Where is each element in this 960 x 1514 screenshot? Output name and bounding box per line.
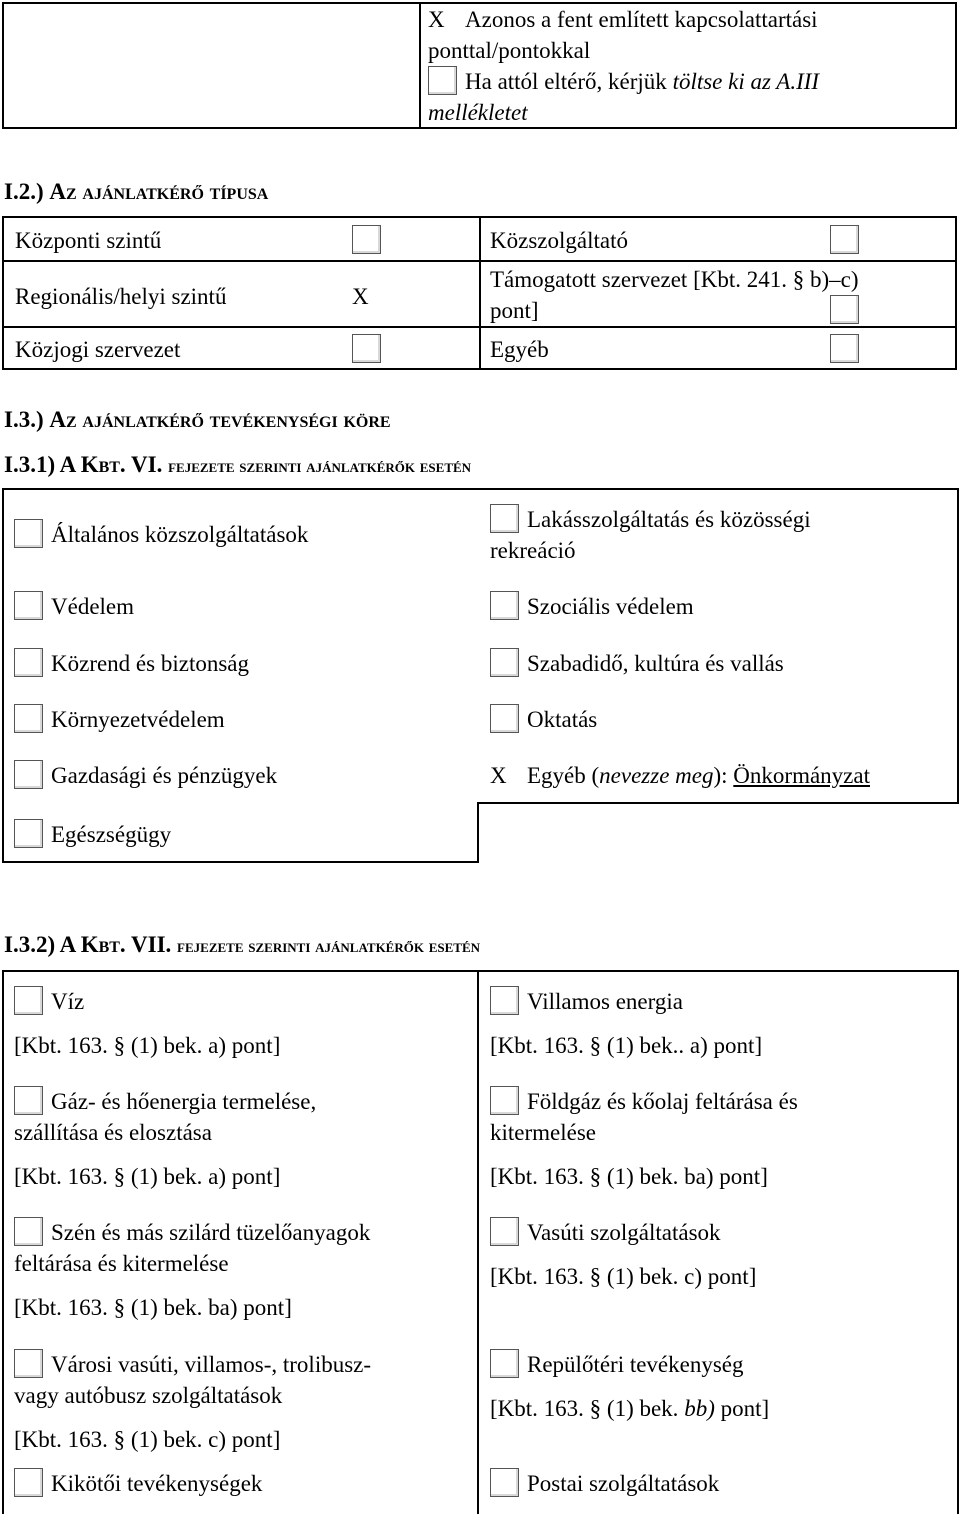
postal-checkbox[interactable] xyxy=(490,1468,519,1497)
section-i3-number: I.3.) xyxy=(4,407,44,432)
oil-gas-label: Földgáz és kőolaj feltárása és xyxy=(527,1089,798,1114)
economic-financial-checkbox[interactable] xyxy=(14,760,43,789)
defence-checkbox[interactable] xyxy=(14,591,43,620)
social-protection-checkbox[interactable] xyxy=(490,591,519,620)
section-i3-heading xyxy=(4,404,391,435)
water-label: Víz xyxy=(51,989,85,1014)
list-item xyxy=(14,648,249,679)
table-col-divider xyxy=(479,216,481,370)
other-activity-label: Egyéb ( xyxy=(527,763,600,788)
railway-label: Vasúti szolgáltatások xyxy=(527,1220,721,1245)
i31-box-left xyxy=(2,488,4,863)
housing-label-cont: rekreáció xyxy=(490,538,576,563)
list-item xyxy=(490,704,597,735)
supported-org-checkbox[interactable] xyxy=(830,295,859,324)
list-item xyxy=(14,1217,370,1248)
section-i32-title: fejezete szerinti ajánlatkérők esetén xyxy=(177,936,481,957)
list-item xyxy=(14,986,84,1017)
oil-gas-ref: [Kbt. 163. § (1) bek. ba) pont] xyxy=(490,1164,768,1189)
health-checkbox[interactable] xyxy=(14,819,43,848)
list-item xyxy=(14,1468,262,1499)
regional-level-label: Regionális/helyi szintű xyxy=(15,284,227,309)
health-label: Egészségügy xyxy=(51,822,172,847)
electricity-label: Villamos energia xyxy=(527,989,683,1014)
i32-box-left xyxy=(2,970,4,1514)
same-contact-mark[interactable]: X xyxy=(428,7,445,32)
section-i31-kbt: Kbt. xyxy=(80,452,126,477)
coal-label-cont: feltárása és kitermelése xyxy=(14,1251,229,1276)
list-item xyxy=(14,1086,316,1117)
public-order-checkbox[interactable] xyxy=(14,648,43,677)
other-activity-label-italic: nevezze meg xyxy=(599,763,714,788)
supported-org-label: Támogatott szervezet [Kbt. 241. § b)–c) xyxy=(490,267,859,292)
list-item xyxy=(490,1349,744,1380)
gas-heat-checkbox[interactable] xyxy=(14,1086,43,1115)
section-i3-title: Az ajánlatkérő tevékenységi köre xyxy=(49,407,391,432)
list-item xyxy=(490,504,811,535)
section-i2-title: Az ajánlatkérő típusa xyxy=(49,179,269,204)
utility-provider-checkbox[interactable] xyxy=(830,225,859,254)
public-order-label: Közrend és biztonság xyxy=(51,651,249,676)
water-checkbox[interactable] xyxy=(14,986,43,1015)
list-item xyxy=(14,819,171,850)
same-contact-label: Azonos a fent említett kapcsolattartási xyxy=(465,7,818,32)
i31-box-top xyxy=(2,488,959,490)
other-activity-mark[interactable]: X xyxy=(490,763,507,788)
supported-org-label-cont: pont] xyxy=(490,298,539,323)
section-i31-title: fejezete szerinti ajánlatkérők esetén xyxy=(168,456,472,477)
list-item xyxy=(490,1086,798,1117)
other-activity-value[interactable]: Önkormányzat xyxy=(733,763,870,788)
list-item xyxy=(490,648,784,679)
list-item xyxy=(14,1349,371,1380)
coal-label: Szén és más szilárd tüzelőanyagok xyxy=(51,1220,371,1245)
urban-transport-checkbox[interactable] xyxy=(14,1349,43,1378)
i31-box-step xyxy=(477,802,479,863)
section-i31-heading xyxy=(4,449,471,482)
section-i32-chapter: VII. xyxy=(131,932,172,957)
regional-level-mark[interactable]: X xyxy=(352,284,369,309)
electricity-ref: [Kbt. 163. § (1) bek.. a) pont] xyxy=(490,1033,763,1058)
railway-ref: [Kbt. 163. § (1) bek. c) pont] xyxy=(490,1264,757,1289)
section-i32-heading xyxy=(4,929,480,962)
social-protection-label: Szociális védelem xyxy=(527,594,694,619)
airport-label: Repülőtéri tevékenység xyxy=(527,1352,744,1377)
central-level-checkbox[interactable] xyxy=(352,225,381,254)
i32-box-top xyxy=(2,970,959,972)
other-contact-checkbox[interactable] xyxy=(428,66,457,95)
general-public-services-checkbox[interactable] xyxy=(14,519,43,548)
other-contact-label: Ha attól eltérő, kérjük xyxy=(465,69,667,94)
list-item xyxy=(14,591,134,622)
section-i2-heading xyxy=(4,176,268,207)
gas-heat-label-cont: szállítása és elosztása xyxy=(14,1120,212,1145)
list-item xyxy=(14,519,308,550)
gas-heat-ref: [Kbt. 163. § (1) bek. a) pont] xyxy=(14,1164,281,1189)
education-label: Oktatás xyxy=(527,707,598,732)
airport-ref xyxy=(490,1393,769,1424)
gas-heat-label: Gáz- és hőenergia termelése, xyxy=(51,1089,317,1114)
oil-gas-label-cont: kitermelése xyxy=(490,1120,597,1145)
urban-transport-label-cont: vagy autóbusz szolgáltatások xyxy=(14,1383,283,1408)
housing-label: Lakásszolgáltatás és közösségi xyxy=(527,507,811,532)
section-i32-kbt: Kbt. xyxy=(80,932,126,957)
airport-checkbox[interactable] xyxy=(490,1349,519,1378)
recreation-checkbox[interactable] xyxy=(490,648,519,677)
environment-checkbox[interactable] xyxy=(14,704,43,733)
section-i2-number: I.2.) xyxy=(4,179,44,204)
general-public-services-label: Általános közszolgáltatások xyxy=(51,522,309,547)
oil-gas-checkbox[interactable] xyxy=(490,1086,519,1115)
other-contact-row xyxy=(428,66,819,97)
central-level-label: Központi szintű xyxy=(15,228,162,253)
other-type-label: Egyéb xyxy=(490,337,549,362)
defence-label: Védelem xyxy=(51,594,135,619)
education-checkbox[interactable] xyxy=(490,704,519,733)
i32-box-right xyxy=(957,970,959,1514)
urban-transport-label: Városi vasúti, villamos-, trolibusz- xyxy=(51,1352,372,1377)
public-body-checkbox[interactable] xyxy=(352,334,381,363)
water-ref: [Kbt. 163. § (1) bek. a) pont] xyxy=(14,1033,281,1058)
coal-checkbox[interactable] xyxy=(14,1217,43,1246)
utility-provider-label: Közszolgáltató xyxy=(490,228,628,253)
coal-ref: [Kbt. 163. § (1) bek. ba) pont] xyxy=(14,1295,292,1320)
list-item xyxy=(490,1217,721,1248)
airport-ref-italic: bb) xyxy=(684,1396,715,1421)
other-type-checkbox[interactable] xyxy=(830,334,859,363)
list-item xyxy=(14,704,225,735)
list-item xyxy=(14,760,277,791)
list-item xyxy=(490,986,683,1017)
railway-checkbox[interactable] xyxy=(490,1217,519,1246)
housing-checkbox[interactable] xyxy=(490,504,519,533)
i31-box-right xyxy=(957,488,959,804)
environment-label: Környezetvédelem xyxy=(51,707,225,732)
economic-financial-label: Gazdasági és pénzügyek xyxy=(51,763,278,788)
other-activity-row xyxy=(490,760,870,791)
electricity-checkbox[interactable] xyxy=(490,986,519,1015)
port-checkbox[interactable] xyxy=(14,1468,43,1497)
port-label: Kikötői tevékenységek xyxy=(51,1471,263,1496)
airport-ref-start: [Kbt. 163. § (1) bek. xyxy=(490,1396,679,1421)
other-activity-label-end: ): xyxy=(713,763,728,788)
list-item xyxy=(490,591,694,622)
airport-ref-end: pont] xyxy=(720,1396,770,1421)
contact-same-row xyxy=(428,4,818,35)
i31-box-bottom xyxy=(2,861,479,863)
other-contact-label-italic: töltse ki az A.III xyxy=(672,69,820,94)
public-body-label: Közjogi szervezet xyxy=(15,337,181,362)
section-i32-number: I.3.2) A xyxy=(4,932,75,957)
section-i31-number: I.3.1) A xyxy=(4,452,75,477)
same-contact-label-cont: ponttal/pontokkal xyxy=(428,38,591,63)
other-contact-label-italic-cont: mellékletet xyxy=(428,100,528,125)
postal-label: Postai szolgáltatások xyxy=(527,1471,720,1496)
i31-box-right-bottom xyxy=(477,802,959,804)
i32-box-mid xyxy=(477,970,479,1514)
section-i31-chapter: VI. xyxy=(131,452,163,477)
urban-transport-ref: [Kbt. 163. § (1) bek. c) pont] xyxy=(14,1427,281,1452)
recreation-label: Szabadidő, kultúra és vallás xyxy=(527,651,784,676)
list-item xyxy=(490,1468,719,1499)
contact-box-divider xyxy=(419,2,421,129)
